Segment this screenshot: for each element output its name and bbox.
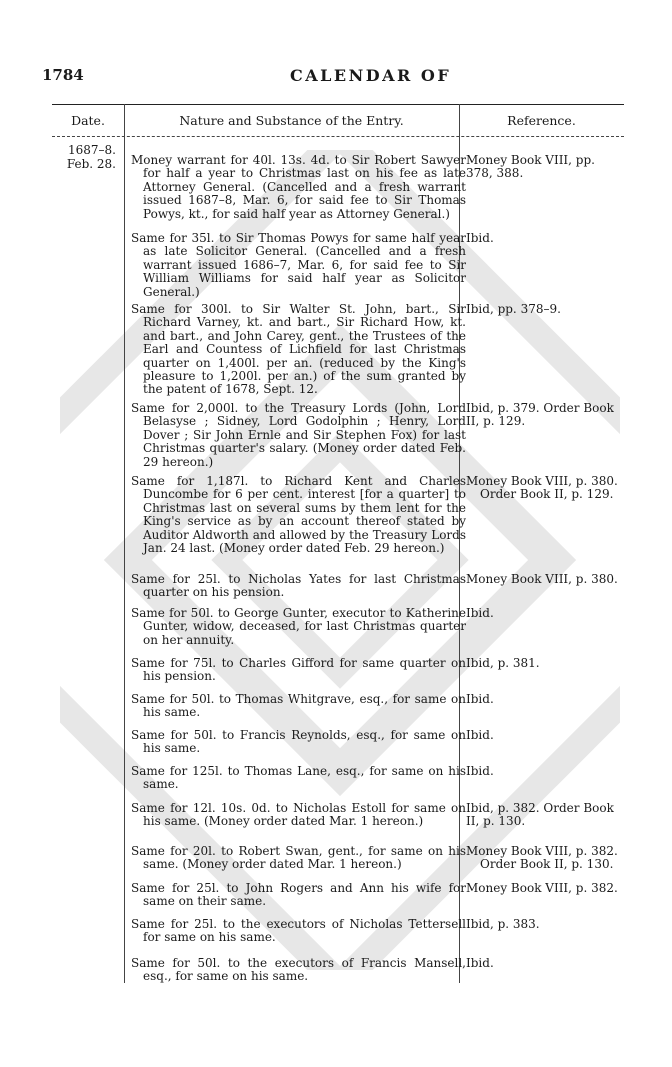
reference-line: Ibid, pp. 378–9. — [466, 302, 561, 316]
entry-reference — [466, 402, 622, 429]
entry-text: Money warrant for 40l. 13s. 4d. to Sir Robert Sawyer for half a year to Christmas last on his fee as late Attorney General. (Cancelled and a fresh warrant issued 1687–8, Mar. 6, for said fee to Sir Thomas Powys, kt., for said half year as Attorney General.) — [131, 153, 466, 221]
reference-line: Ibid, p. 381. — [466, 656, 540, 670]
page-header — [42, 66, 622, 90]
column-header-date: Date. — [71, 113, 105, 128]
reference-line-2: Order Book II, p. 130. — [480, 857, 614, 872]
reference-line: Money Book VIII, p. 380. — [466, 474, 618, 488]
reference-line: Money Book VIII, p. 382. — [466, 844, 618, 858]
entry-reference — [466, 918, 622, 931]
date-day: Feb. 28. — [66, 157, 116, 171]
entry-reference — [466, 154, 622, 181]
entry-reference — [466, 845, 622, 872]
entry-text: Same for 300l. to Sir Walter St. John, bart., Sir Richard Varney, kt. and bart., Sir Richard How, kt. and bart., and John Carey, gent., the Trustees of the Earl and Countess of Lichfield for last Christmas quarter on 1,400l. per an. (reduced by the King's pleasure to 1,200l. per an.) of the sum granted by the patent of 1678, Sept. 12. — [131, 302, 466, 397]
entry-reference — [466, 882, 622, 895]
column-header-nature: Nature and Substance of the Entry. — [179, 113, 404, 128]
entry-text: Same for 1,187l. to Richard Kent and Charles Duncombe for 6 per cent. interest [for a quarter] to Christmas last on several sums by them lent for the King's service as by an account thereof stated by Auditor Aldworth and allowed by the Treasury Lords Jan. 24 last. (Money order dated Feb. 29 hereon.) — [131, 474, 466, 556]
header-bottom-rule — [52, 136, 624, 137]
entry-text: Same for 2,000l. to the Treasury Lords (John, Lord Belasyse ; Sidney, Lord Godolphin ; Henry, Lord Dover ; Sir John Ernle and Sir Stephen Fox) for last Christmas quarter's salary. (Money order dated Feb. 29 hereon.) — [131, 401, 466, 469]
reference-line: Ibid. — [466, 692, 494, 706]
date-year: 1687–8. — [68, 143, 116, 157]
entry-text: Same for 125l. to Thomas Lane, esq., for same on his same. — [131, 764, 466, 792]
column-divider-date — [124, 104, 125, 983]
page-number: 1784 — [42, 66, 84, 84]
entry-reference — [466, 232, 622, 245]
entry-text: Same for 50l. to the executors of Francis Mansell, esq., for same on his same. — [131, 956, 466, 984]
reference-line-2: Order Book II, p. 129. — [480, 487, 614, 502]
entry-reference — [466, 303, 622, 316]
date-cell — [54, 143, 122, 171]
reference-line: Ibid, p. 379. Order Book II, p. 129. — [466, 401, 614, 429]
table-top-rule — [52, 104, 624, 105]
reference-line: Ibid, p. 383. — [466, 917, 540, 931]
reference-line: Ibid. — [466, 956, 494, 970]
column-header-reference: Reference. — [507, 113, 576, 128]
reference-line: Ibid. — [466, 606, 494, 620]
entry-reference — [466, 729, 622, 742]
entry-reference — [466, 475, 622, 502]
entry-text: Same for 25l. to the executors of Nicholas Tettersell for same on his same. — [131, 917, 466, 945]
entry-text: Same for 75l. to Charles Gifford for same quarter on his pension. — [131, 656, 466, 684]
reference-line: Money Book VIII, p. 380. — [466, 572, 618, 586]
entry-text: Same for 50l. to George Gunter, executor to Katherine Gunter, widow, deceased, for last Christmas quarter on her annuity. — [131, 606, 466, 647]
entry-text: Same for 35l. to Sir Thomas Powys for same half year as late Solicitor General. (Cancelled and a fresh warrant issued 1686–7, Mar. 6, for said fee to Sir William Williams for said half year as Solicitor General.) — [131, 231, 466, 299]
entry-reference — [466, 693, 622, 706]
entry-reference — [466, 657, 622, 670]
entry-reference — [466, 957, 622, 970]
entry-text: Same for 25l. to John Rogers and Ann his wife for same on their same. — [131, 881, 466, 909]
running-head: CALENDAR OF — [290, 66, 452, 85]
reference-line: Ibid. — [466, 728, 494, 742]
entry-text: Same for 25l. to Nicholas Yates for last Christmas quarter on his pension. — [131, 572, 466, 600]
entry-reference — [466, 607, 622, 620]
entry-text: Same for 12l. 10s. 0d. to Nicholas Estoll for same on his same. (Money order dated Mar. 1 hereon.) — [131, 801, 466, 829]
reference-line: Ibid. — [466, 764, 494, 778]
reference-line: Ibid. — [466, 231, 494, 245]
entry-reference — [466, 573, 622, 586]
entry-text: Same for 50l. to Francis Reynolds, esq., for same on his same. — [131, 728, 466, 756]
reference-line: Money Book VIII, pp. 378, 388. — [466, 153, 595, 181]
entry-text: Same for 50l. to Thomas Whitgrave, esq., for same on his same. — [131, 692, 466, 720]
reference-line: Money Book VIII, p. 382. — [466, 881, 618, 895]
entry-text: Same for 20l. to Robert Swan, gent., for same on his same. (Money order dated Mar. 1 hereon.) — [131, 844, 466, 872]
entry-reference — [466, 802, 622, 829]
reference-line: Ibid, p. 382. Order Book II, p. 130. — [466, 801, 614, 829]
entry-reference — [466, 765, 622, 778]
